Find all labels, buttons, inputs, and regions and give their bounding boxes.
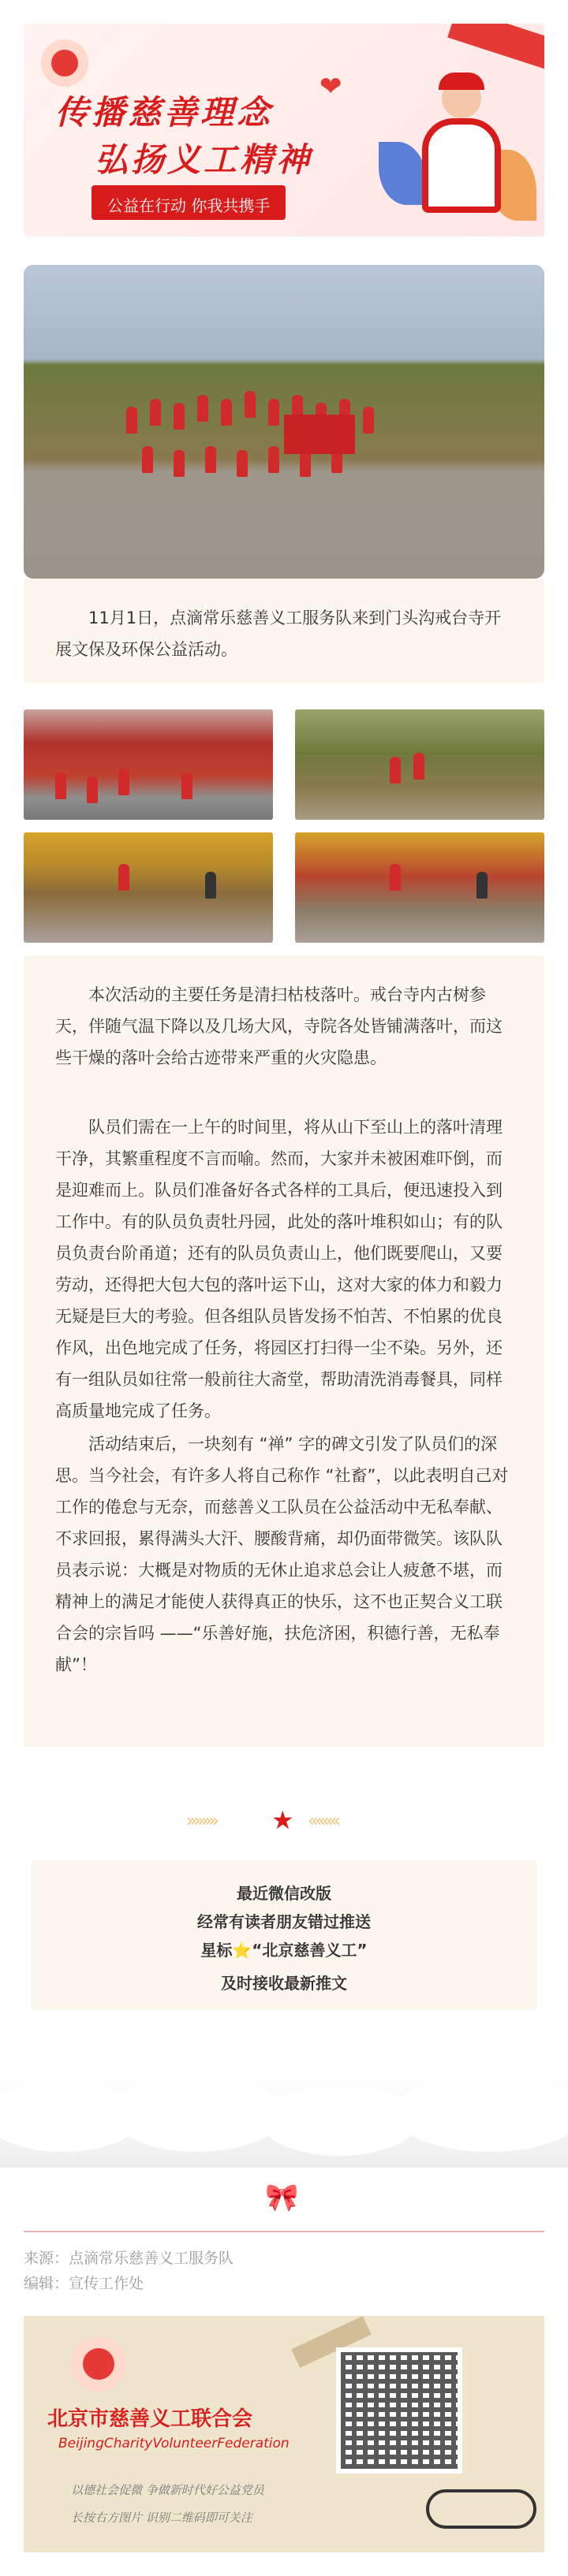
article-body (24, 955, 544, 1747)
bow-icon: 🎀 (265, 2182, 299, 2213)
notice-line: 最近微信改版 (237, 1884, 331, 1903)
ribbon-decoration (447, 24, 544, 72)
federation-logo-icon (71, 2336, 126, 2392)
heart-icon: ❤ (320, 71, 342, 102)
federation-logo-icon (41, 39, 88, 87)
qr-code[interactable] (336, 2347, 462, 2474)
section-divider (0, 1804, 568, 1835)
banner-title-line2: 弘扬义工精神 (95, 140, 313, 179)
glasses-decoration (426, 2489, 536, 2529)
activity-photo-4 (295, 832, 544, 943)
caption-text: 11月1日，点滴常乐慈善义工服务队来到门头沟戒台寺开展文保及环保公益活动。 (55, 609, 502, 659)
activity-photo-1 (24, 709, 273, 820)
divider-line (24, 2231, 544, 2232)
footer-line: 长按右方图片 识别二维码即可关注 (71, 2511, 252, 2525)
activity-photo-2 (295, 709, 544, 820)
source-text: 来源：点滴常乐慈善义工服务队 (24, 2250, 234, 2267)
subscribe-notice (32, 1860, 536, 2010)
group-photo (24, 265, 544, 579)
article-paragraph: 活动结束后，一块刻有 “禅” 字的碑文引发了队员们的深思。当今社会，有许多人将自己称作 “社畜”，以此表明自己对工作的倦怠与无奈，而慈善义工队员在公益活动中无私奉献、不求回报，累得满头大汗、腰酸背痛，却仍面带微笑。该队队员表示说：大概是对物质的无休止追求总会让人疲惫不堪，而精神上的满足才能使人获得真正的快乐，这不也正契合义工联合会的宗旨吗 ——“乐善好施，扶危济困，积德行善，无私奉献”！ (55, 1435, 509, 1674)
volunteer-illustration (402, 79, 521, 221)
activity-photo-3 (24, 832, 273, 943)
banner-title-line1: 传播慈善理念 (55, 93, 274, 132)
notice-line: 经常有读者朋友错过推送 (197, 1912, 371, 1931)
header-banner (24, 24, 544, 236)
footer-line: 以德社会促微 争做新时代好公益党员 (71, 2483, 264, 2497)
org-name-en: BeijingCharityVolunteerFederation (58, 2436, 290, 2451)
article-paragraph: 队员们需在一上午的时间里，将从山下至山上的落叶清理干净，其繁重程度不言而喻。然而，大家并未被困难吓倒，而是迎难而上。队员们准备好各式各样的工具后，便迅速投入到工作中。有的队员负责牡丹园，此处的落叶堆积如山；有的队员负责台阶甬道；还有的队员负责山上，他们既要爬山，又要劳动，还得把大包大包的落叶运下山，这对大家的体力和毅力无疑是巨大的考验。但各组队员皆发扬不怕苦、不怕累的优良作风，出色地完成了任务，将园区打扫得一尘不染。另外，还有一组队员如往常一般前往大斋堂，帮助清洗消毒餐具，同样高质量地完成了任务。 (55, 1118, 503, 1420)
article-paragraph: 本次活动的主要任务是清扫枯枝落叶。戒台寺内古树参天，伴随气温下降以及几场大风，寺院各处皆铺满落叶，而这些干燥的落叶会给古迹带来严重的火灾隐患。 (55, 985, 503, 1067)
star-icon: ★ (271, 1805, 294, 1835)
notice-line: 星标⭐“北京慈善义工” (200, 1941, 368, 1960)
chevron-decoration-icon: »»»» (186, 1811, 216, 1831)
editor-text: 编辑：宣传工作处 (24, 2275, 144, 2292)
cloud-decoration (0, 2073, 568, 2168)
chevron-decoration-icon: «««« (308, 1811, 338, 1831)
org-name: 北京市慈善义工联合会 (47, 2407, 253, 2431)
footer-card (24, 2316, 544, 2552)
photo-caption (24, 579, 544, 683)
notice-line: 及时接收最新推文 (221, 1974, 347, 1993)
banner-slogan: 公益在行动 你我共携手 (92, 185, 286, 220)
